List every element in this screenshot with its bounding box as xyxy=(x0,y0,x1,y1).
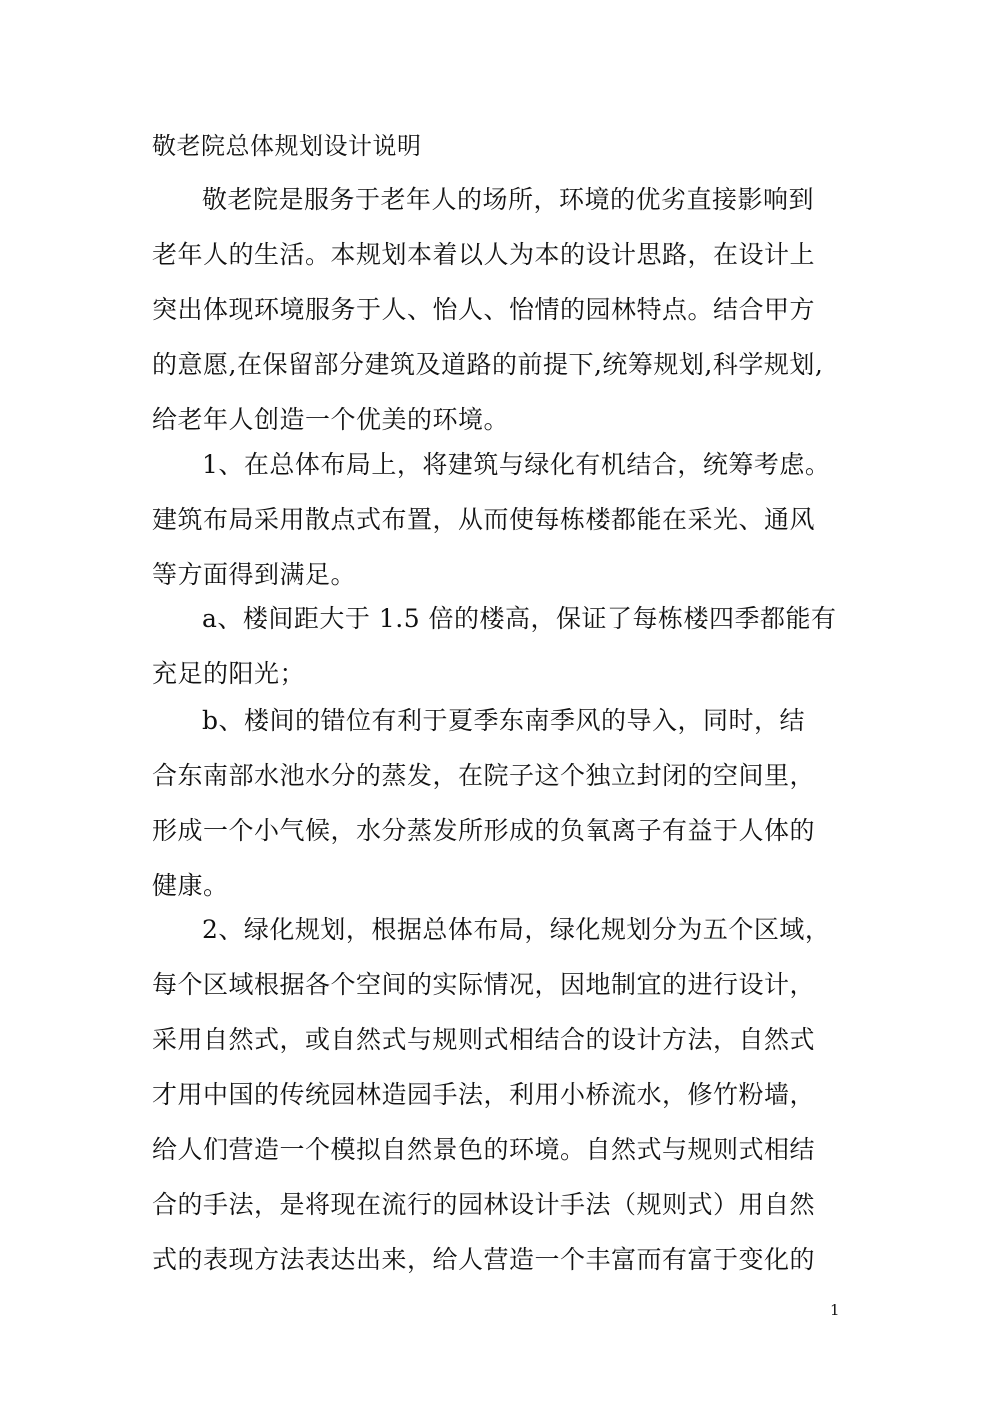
paragraph-line: 合东南部水池水分的蒸发，在院子这个独立封闭的空间里， xyxy=(152,761,816,790)
paragraph-layout xyxy=(152,437,852,602)
paragraph-line: b、楼间的错位有利于夏季东南季风的导入，同时，结 xyxy=(202,706,806,735)
paragraph-line: 等方面得到满足。 xyxy=(152,560,357,589)
paragraph-line: 合的手法，是将现在流行的园林设计手法（规则式）用自然 xyxy=(152,1190,816,1219)
paragraph-line: 1、在总体布局上，将建筑与绿化有机结合，统筹考虑。 xyxy=(202,450,831,479)
document-title: 敬老院总体规划设计说明 xyxy=(152,132,422,160)
paragraph-line: 形成一个小气候，水分蒸发所形成的负氧离子有益于人体的 xyxy=(152,816,816,845)
paragraph-greening xyxy=(152,902,852,1287)
paragraph-line: 建筑布局采用散点式布置，从而使每栋楼都能在采光、通风 xyxy=(152,505,816,534)
paragraph-line: 采用自然式，或自然式与规则式相结合的设计方法，自然式 xyxy=(152,1025,816,1054)
paragraph-line: 健康。 xyxy=(152,871,229,900)
paragraph-line: 给人们营造一个模拟自然景色的环境。自然式与规则式相结 xyxy=(152,1135,816,1164)
paragraph-line: 才用中国的传统园林造园手法，利用小桥流水，修竹粉墙， xyxy=(152,1080,816,1109)
paragraph-line: 每个区域根据各个空间的实际情况，因地制宜的进行设计， xyxy=(152,970,816,999)
paragraph-line: a、楼间距大于 1.5 倍的楼高，保证了每栋楼四季都能有 xyxy=(202,604,837,633)
paragraph-line: 2、绿化规划，根据总体布局，绿化规划分为五个区域， xyxy=(202,915,831,944)
paragraph-line: 老年人的生活。本规划本着以人为本的设计思路，在设计上 xyxy=(152,240,816,269)
paragraph-line: 突出体现环境服务于人、怡人、怡情的园林特点。结合甲方 xyxy=(152,295,816,324)
paragraph-line: 给老年人创造一个优美的环境。 xyxy=(152,405,510,434)
page-number: 1 xyxy=(830,1301,840,1319)
paragraph-intro xyxy=(152,172,852,447)
paragraph-spacing xyxy=(152,591,852,701)
paragraph-line: 的意愿,在保留部分建筑及道路的前提下,统筹规划,科学规划, xyxy=(152,350,824,379)
paragraph-ventilation xyxy=(152,693,852,913)
paragraph-line: 敬老院是服务于老年人的场所，环境的优劣直接影响到 xyxy=(202,185,815,214)
paragraph-line: 式的表现方法表达出来，给人营造一个丰富而有富于变化的 xyxy=(152,1245,816,1274)
paragraph-line: 充足的阳光； xyxy=(152,659,306,688)
